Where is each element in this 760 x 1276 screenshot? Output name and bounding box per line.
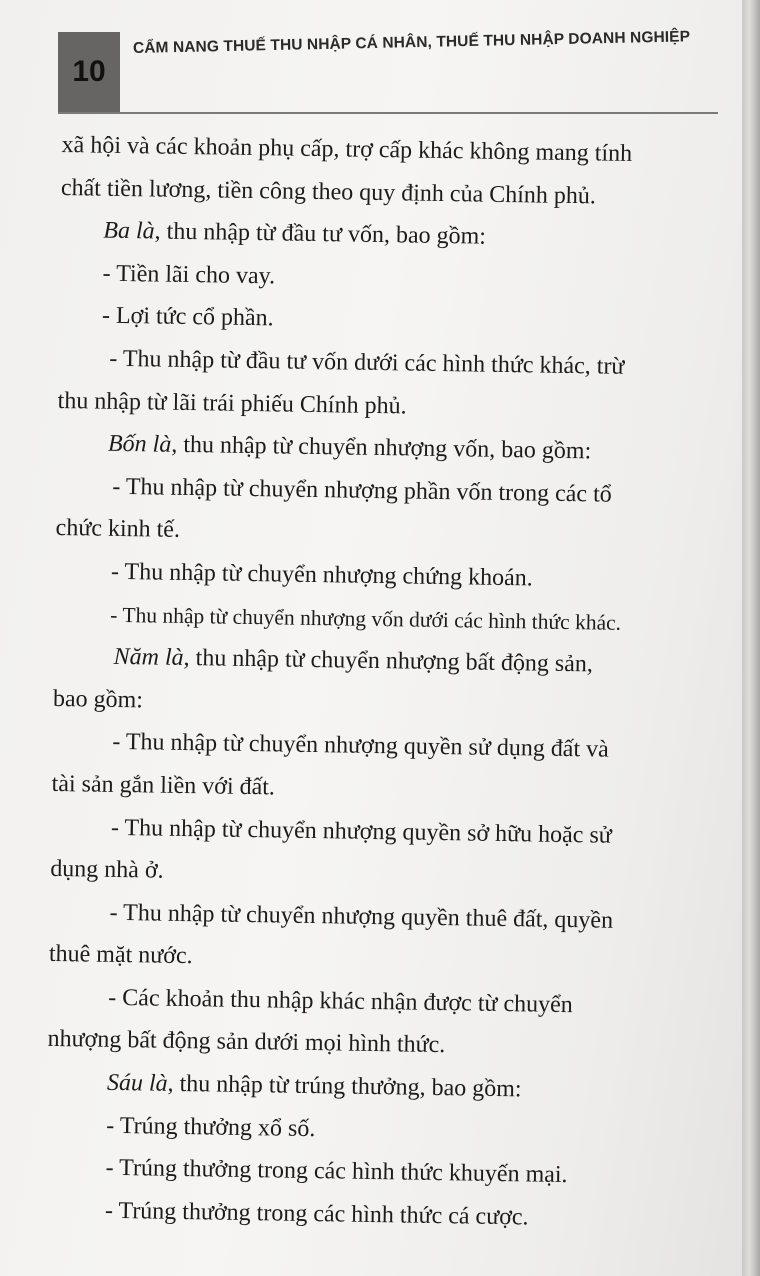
text-line: thu nhập từ lãi trái phiếu Chính phủ. [57, 387, 407, 420]
text-line: thuê mặt nước. [48, 941, 193, 970]
text-line: tài sản gắn liền với đất. [51, 770, 276, 801]
body-text [45, 124, 722, 1242]
list-item: - Thu nhập từ đầu tư vốn dưới các hình thức khác, trừ [109, 345, 625, 380]
list-item: - Thu nhập từ chuyển nhượng vốn dưới các hình thức khác. [110, 602, 622, 635]
section-text: , thu nhập từ đầu tư vốn, bao gồm: [154, 218, 487, 250]
text-line: bao gồm: [52, 685, 144, 714]
list-item: - Thu nhập từ chuyển nhượng phần vốn trong các tổ [112, 473, 612, 508]
list-item: - Các khoản thu nhập khác nhận được từ chuyển [108, 984, 574, 1019]
section-lead: Sáu là [106, 1069, 168, 1097]
list-item: - Tiền lãi cho vay. [102, 260, 276, 290]
page-number-box [58, 32, 120, 112]
section-lead: Ba là [103, 217, 155, 245]
header-rule [58, 112, 718, 114]
section-text: , thu nhập từ chuyển nhượng vốn, bao gồm: [171, 431, 592, 465]
list-item: - Trúng thưởng trong các hình thức cá cược. [104, 1197, 529, 1231]
section-lead: Bốn là [107, 430, 172, 458]
list-item: - Thu nhập từ chuyển nhượng chứng khoán. [110, 558, 534, 592]
list-item: - Thu nhập từ chuyển nhượng quyền sở hữu hoặc sử [110, 814, 613, 849]
text-line: nhượng bất động sản dưới mọi hình thức. [47, 1026, 446, 1059]
text-line: dụng nhà ở. [50, 856, 164, 884]
list-item: - Lợi tức cổ phần. [101, 303, 274, 332]
running-head: CẨM NANG THUẾ THU NHẬP CÁ NHÂN, THUẾ THU NHẬP DOANH NGHIỆP [132, 28, 691, 57]
section-text: , thu nhập từ trúng thưởng, bao gồm: [167, 1070, 522, 1103]
page-number: 10 [72, 55, 106, 88]
list-item: - Thu nhập từ chuyển nhượng quyền thuê đất, quyền [109, 899, 614, 934]
section-text: , thu nhập từ chuyển nhượng bất động sản, [183, 645, 594, 678]
list-item: - Thu nhập từ chuyển nhượng quyền sử dụng đất và [112, 729, 609, 763]
text-line: chất tiền lương, tiền công theo quy định của Chính phủ. [60, 174, 597, 209]
list-item: - Trúng thưởng xổ số. [106, 1112, 316, 1142]
section-lead: Năm là [113, 644, 184, 672]
list-item: - Trúng thưởng trong các hình thức khuyến mại. [105, 1155, 568, 1189]
page-edge [742, 0, 760, 1276]
text-line: xã hội và các khoản phụ cấp, trợ cấp khác không mang tính [61, 131, 633, 167]
text-line: chức kinh tế. [55, 515, 181, 544]
